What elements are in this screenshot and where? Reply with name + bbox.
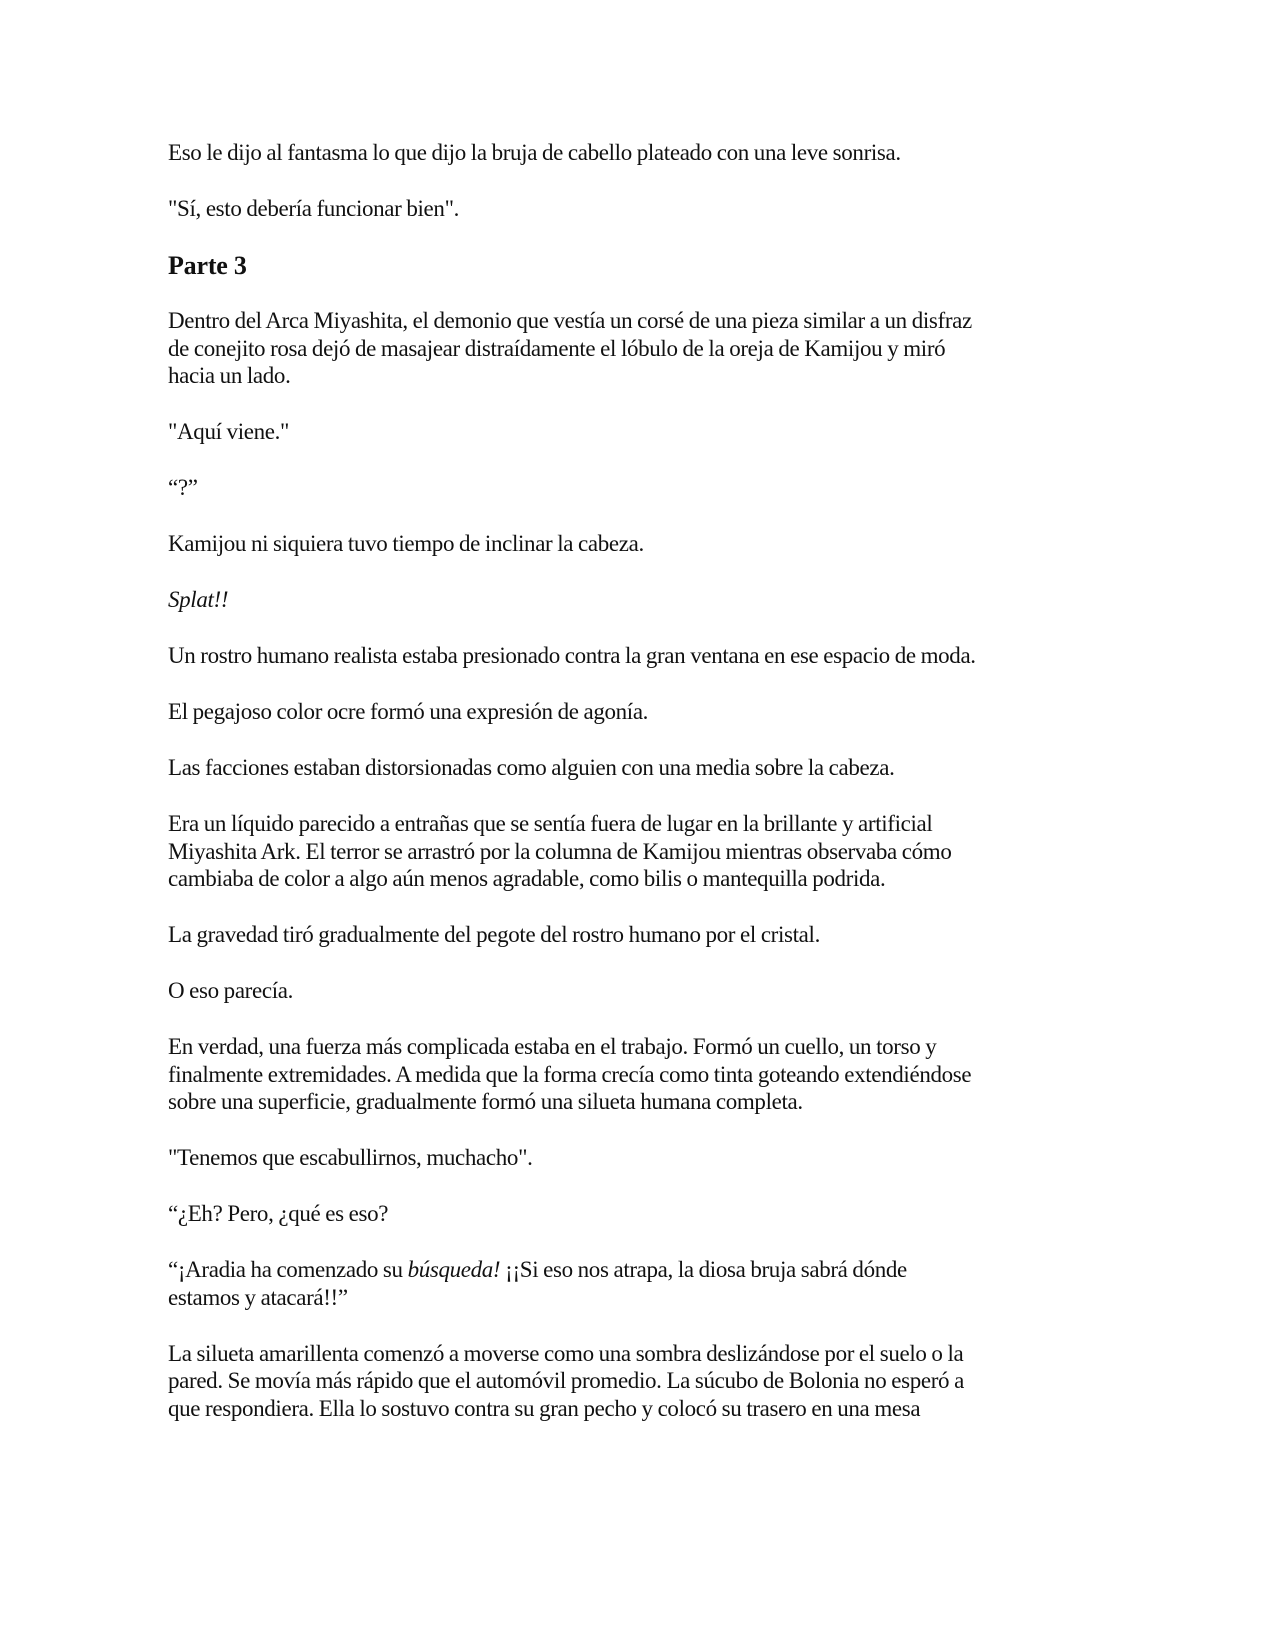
text-line: La silueta amarillenta comenzó a moverse como una sombra deslizándose por el suelo o la: [168, 1340, 964, 1366]
paragraph: [168, 754, 1068, 782]
paragraph: [168, 810, 1068, 893]
text-line: El pegajoso color ocre formó una expresión de agonía.: [168, 699, 649, 724]
paragraph-dialogue: [168, 1144, 1068, 1172]
text-line: Splat!!: [168, 587, 229, 612]
paragraph-sound-effect: [168, 586, 1068, 614]
paragraph: [168, 977, 1068, 1005]
paragraph-dialogue: [168, 418, 1068, 446]
paragraph: [168, 139, 1068, 167]
text-line: hacia un lado.: [168, 363, 291, 388]
text-line: [168, 1256, 1068, 1284]
paragraph-dialogue: [168, 195, 1068, 223]
text-line: Miyashita Ark. El terror se arrastró por la columna de Kamijou mientras observaba cómo: [168, 838, 952, 864]
text-line: Eso le dijo al fantasma lo que dijo la bruja de cabello plateado con una leve sonrisa.: [168, 140, 901, 165]
section-heading: Parte 3: [168, 251, 247, 280]
text-line: "Aquí viene.": [168, 419, 290, 444]
text-line: "Tenemos que escabullirnos, muchacho".: [168, 1145, 533, 1170]
text-line: Kamijou ni siquiera tuvo tiempo de inclinar la cabeza.: [168, 531, 644, 556]
text-line: pared. Se movía más rápido que el automóvil promedio. La súcubo de Bolonia no esperó a: [168, 1368, 964, 1393]
text-run: ¡¡Si eso nos atrapa, la diosa bruja sabrá dónde: [500, 1257, 907, 1282]
paragraph-dialogue: [168, 474, 1068, 502]
text-line: "Sí, esto debería funcionar bien".: [168, 196, 460, 221]
text-line: “¿Eh? Pero, ¿qué es eso?: [168, 1201, 389, 1226]
text-line: Dentro del Arca Miyashita, el demonio que vestía un corsé de una pieza similar a un disfraz: [168, 308, 972, 333]
paragraph: [168, 642, 1068, 670]
text-line: La gravedad tiró gradualmente del pegote del rostro humano por el cristal.: [168, 922, 820, 947]
text-line: cambiaba de color a algo aún menos agradable, como bilis o mantequilla podrida.: [168, 866, 886, 891]
text-line: En verdad, una fuerza más complicada estaba en el trabajo. Formó un cuello, un torso y: [168, 1034, 937, 1059]
text-line: “?”: [168, 475, 198, 500]
text-run: “¡Aradia ha comenzado su: [168, 1257, 408, 1282]
text-line: que respondiera. Ella lo sostuvo contra su gran pecho y colocó su trasero en una mesa: [168, 1395, 921, 1421]
paragraph: [168, 1033, 1068, 1116]
text-line: finalmente extremidades. A medida que la forma crecía como tinta goteando extendiéndose: [168, 1061, 972, 1087]
italic-emphasis: búsqueda!: [407, 1257, 501, 1282]
text-line: de conejito rosa dejó de masajear distraídamente el lóbulo de la oreja de Kamijou y miró: [168, 335, 946, 361]
paragraph-dialogue: [168, 1200, 1068, 1228]
document-page: [168, 139, 1068, 1451]
paragraph: [168, 307, 1068, 390]
paragraph: [168, 921, 1068, 949]
text-line: O eso parecía.: [168, 978, 294, 1003]
text-line: estamos y atacará!!”: [168, 1284, 348, 1310]
text-line: Las facciones estaban distorsionadas como alguien con una media sobre la cabeza.: [168, 755, 895, 780]
text-line: Era un líquido parecido a entrañas que se sentía fuera de lugar en la brillante y artificial: [168, 811, 933, 836]
paragraph: [168, 530, 1068, 558]
paragraph: [168, 1340, 1068, 1423]
paragraph-dialogue: [168, 1256, 1068, 1311]
text-line: sobre una superficie, gradualmente formó una silueta humana completa.: [168, 1089, 803, 1114]
paragraph: [168, 698, 1068, 726]
text-line: Un rostro humano realista estaba presionado contra la gran ventana en ese espacio de moda.: [168, 643, 976, 668]
